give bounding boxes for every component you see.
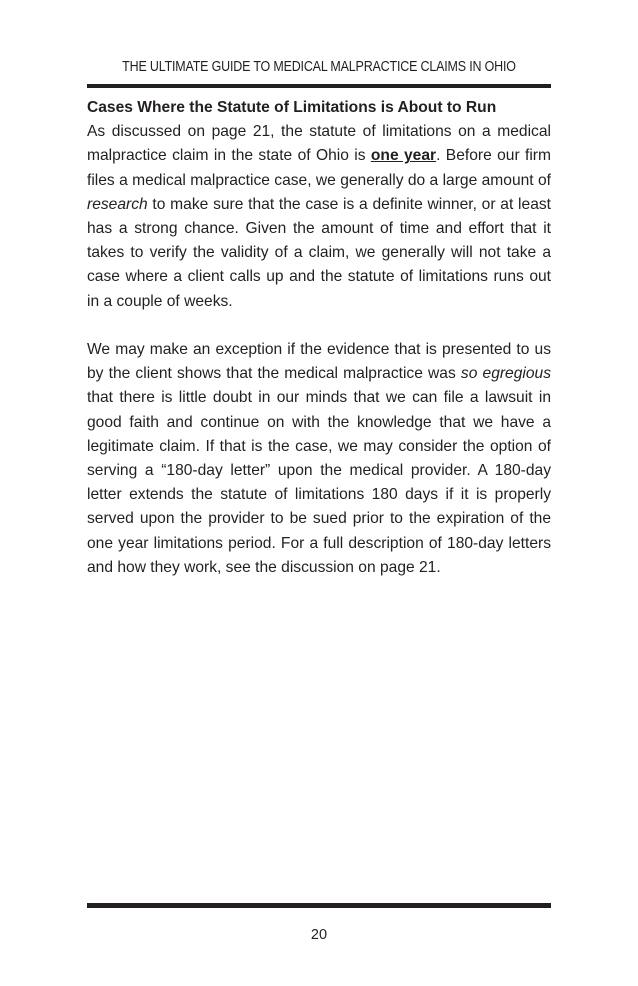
page-number: 20 [310,927,328,943]
running-header: THE ULTIMATE GUIDE TO MEDICAL MALPRACTICE CLAIMS IN OHIO [122,59,516,75]
research-italic: research [87,195,148,213]
header-rule [87,84,551,88]
paragraph-2 [87,338,551,580]
paragraph-1-text-a: As discussed on page 21, the statute of limitations on a medical malpractice claim in the state of Ohio is [87,123,551,165]
section-title: Cases Where the Statute of Limitations is About to Run [87,99,497,116]
one-year-emphasis: one year [370,147,437,165]
paragraph-2-text-a: We may make an exception if the evidence that is presented to us by the client shows that the medical malpractice was [87,341,551,383]
footer-rule [87,903,551,908]
paragraph-1-text-c: to make sure that the case is a definite winner, or at least has a strong chance. Given the amount of time and effort that it takes to verify the validity of a claim, we generally will not take a case where a client calls up and the statute of limitations runs out in a couple of weeks. [87,195,551,310]
paragraph-1 [87,120,551,314]
so-egregious-italic: so egregious [460,365,552,383]
paragraph-2-text-b: that there is little doubt in our minds that we can file a lawsuit in good faith and continue on with the knowledge that we have a legitimate claim. If that is the case, we may consider the option of serving a “180-day letter” upon the medical provider. A 180-day letter extends the statute of limitations 180 days if it is properly served upon the provider to be sued prior to the expiration of the one year limitations period. For a full description of 180-day letters and how they work, see the discussion on page 21. [87,389,551,576]
page-content [87,96,551,580]
paragraph-1-text-b: . Before our firm files a medical malpractice case, we generally do a large amount of [87,147,551,189]
